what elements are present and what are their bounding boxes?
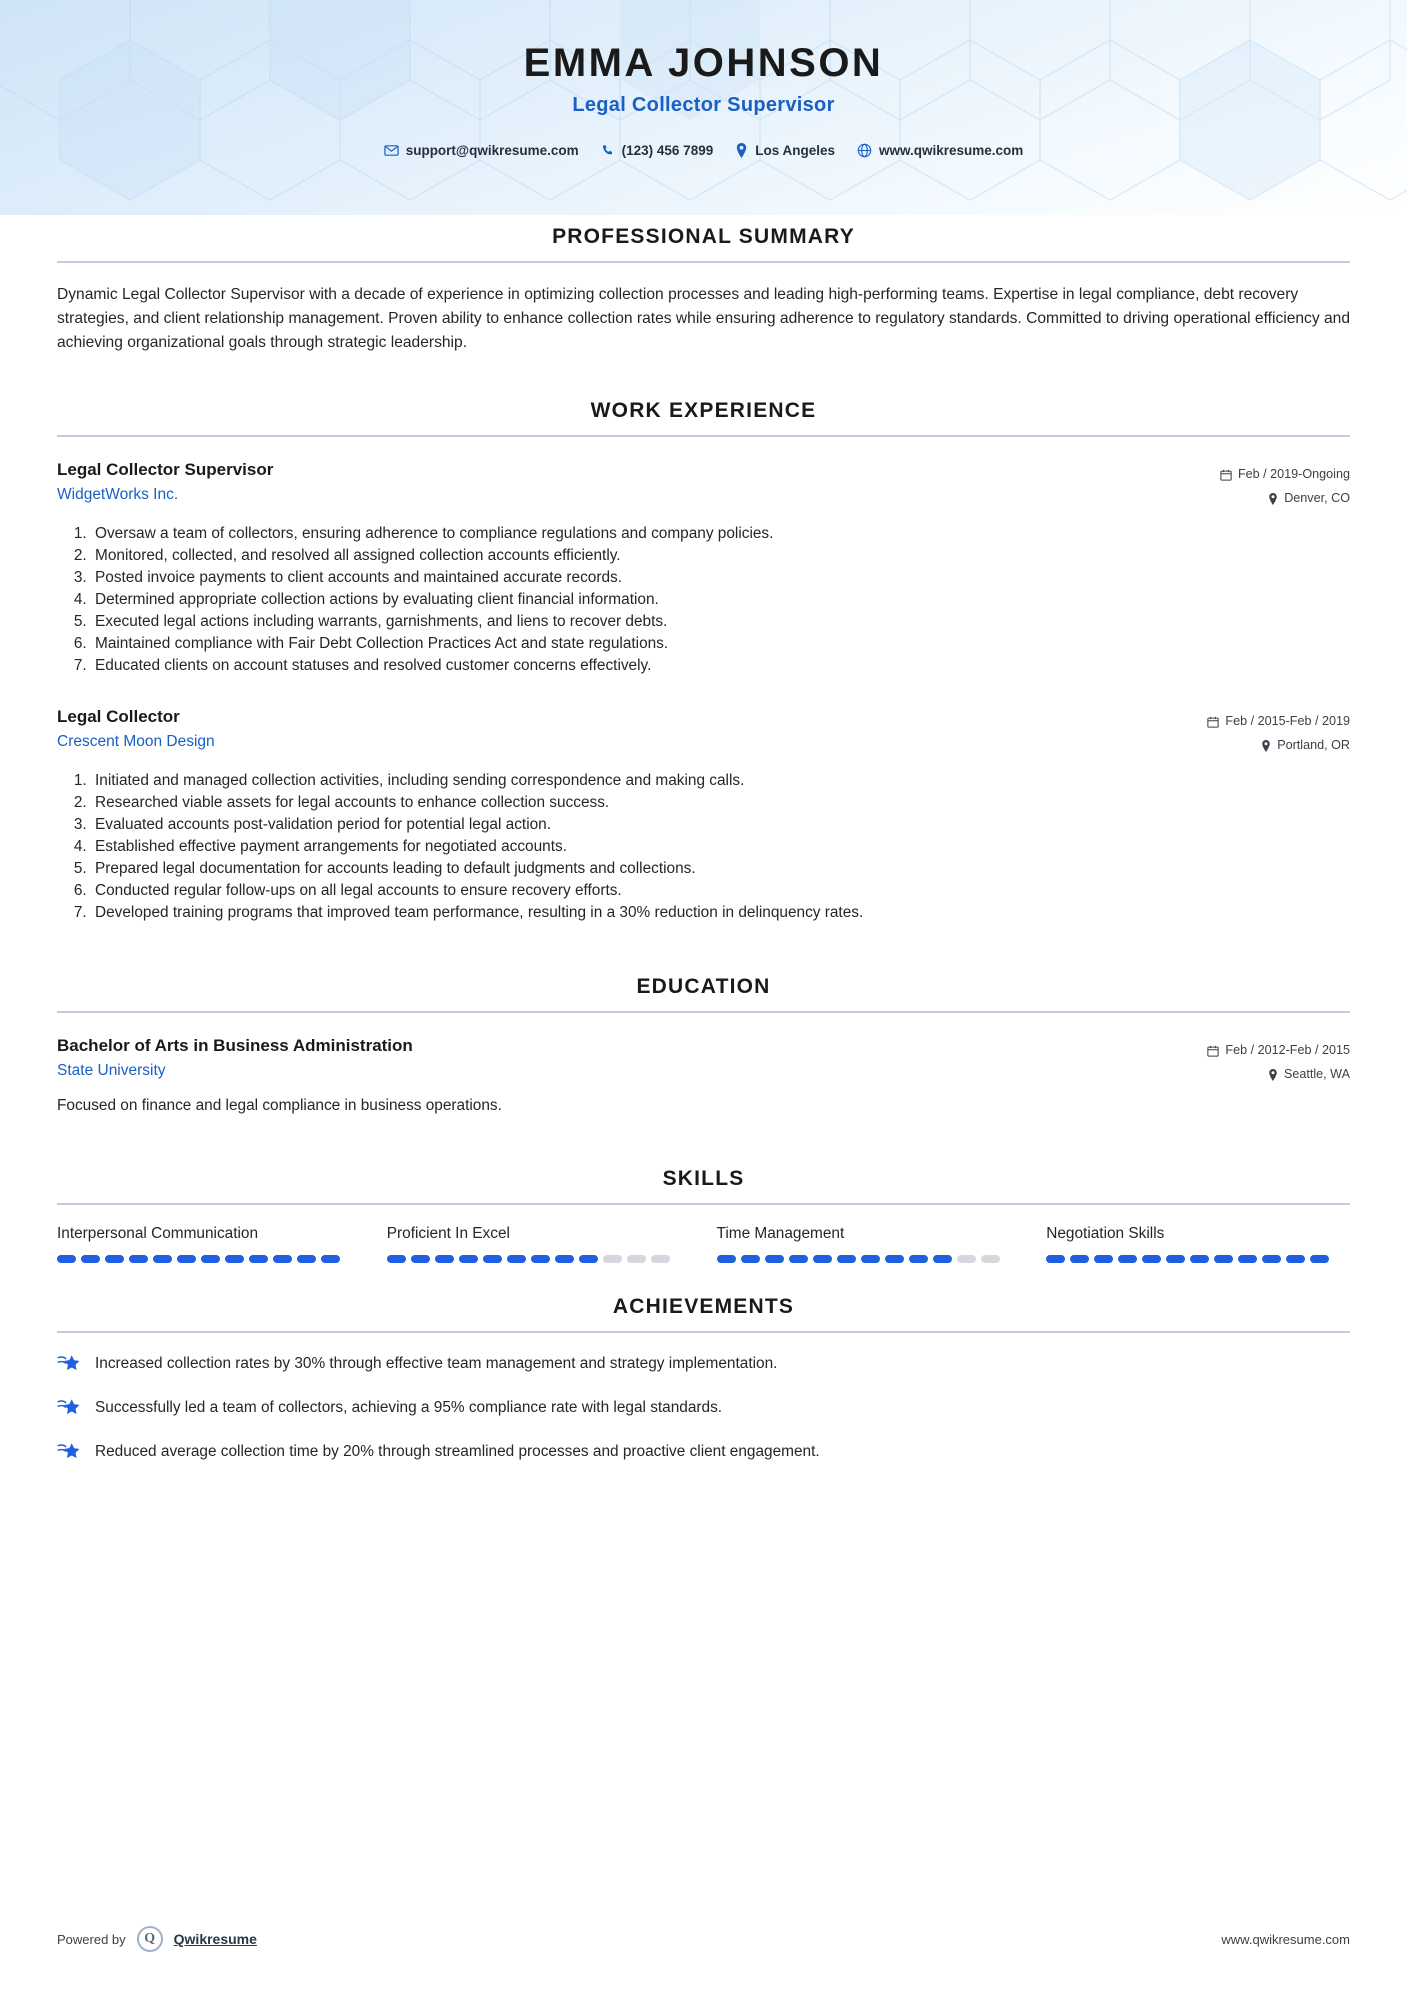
skill-dot [225,1255,244,1263]
list-item: 3. Evaluated accounts post-validation period for potential legal action. [91,814,1350,836]
work-location-text: Portland, OR [1277,738,1350,753]
contact-row [0,143,1407,158]
skill-dot [627,1255,646,1263]
work-company[interactable]: Crescent Moon Design [57,732,215,750]
skill-dot [201,1255,220,1263]
skill-rating [717,1255,1021,1263]
skill-label: Negotiation Skills [1046,1225,1165,1243]
skill-dot [297,1255,316,1263]
resume-header [0,0,1407,215]
skill-dot [909,1255,928,1263]
skill-item [57,1225,387,1263]
skill-dot [483,1255,502,1263]
education-school[interactable]: State University [57,1061,166,1079]
work-entry [57,704,1350,923]
location-pin-icon [1261,740,1271,752]
work-dates-text: Feb / 2015-Feb / 2019 [1225,714,1350,729]
skill-dot [981,1255,1000,1263]
achievement-text: Successfully led a team of collectors, achieving a 95% compliance rate with legal standards. [95,1399,723,1417]
powered-by-label: Powered by [57,1931,126,1947]
work-location [1220,487,1350,511]
education-location-text: Seattle, WA [1283,1067,1350,1082]
section-title-summary: PROFESSIONAL SUMMARY [552,225,855,248]
summary-text: Dynamic Legal Collector Supervisor with a decade of experience in optimizing collection processes and leading high-performing teams. Expertise in legal compliance, debt recovery strategies, and client relationship management. Proven ability to enhance collection rates while ensuring adherence to regulatory standards. Committed to driving operational efficiency and achieving organizational goals through strategic leadership. [57,286,1351,352]
skill-dot [1142,1255,1161,1263]
skill-dot [1214,1255,1233,1263]
list-item: 7. Educated clients on account statuses and resolved customer concerns effectively. [91,655,1350,677]
skill-dot [555,1255,574,1263]
section-title-work: WORK EXPERIENCE [590,399,817,423]
envelope-icon [384,143,399,158]
skill-dot [933,1255,952,1263]
work-dates [1220,463,1350,487]
skill-dot [129,1255,148,1263]
section-achievements [57,1295,1350,1467]
page-footer [57,1926,1350,1952]
contact-email-text: support@qwikresume.com [405,143,579,158]
education-dates-text: Feb / 2012-Feb / 2015 [1225,1043,1350,1058]
skill-dot [105,1255,124,1263]
skill-dot [741,1255,760,1263]
work-location-text: Denver, CO [1284,491,1350,506]
powered-by [57,1926,257,1952]
education-entry [57,1033,1350,1115]
qwikresume-brand-link[interactable]: Qwikresume [173,1931,257,1947]
skill-item [1046,1225,1350,1263]
education-dates [1207,1039,1350,1063]
list-item: 1. Oversaw a team of collectors, ensuring adherence to compliance regulations and company policies. [91,523,1350,545]
section-skills [57,1167,1350,1263]
skills-grid [57,1225,1350,1263]
skill-item [387,1225,717,1263]
work-bullets [57,770,1350,923]
footer-url[interactable]: www.qwikresume.com [1221,1931,1350,1947]
list-item: 6. Conducted regular follow-ups on all legal accounts to ensure recovery efforts. [91,880,1350,902]
contact-location [735,143,835,158]
skill-label: Proficient In Excel [386,1225,510,1243]
skill-label: Interpersonal Communication [57,1225,259,1243]
skill-dot [789,1255,808,1263]
contact-phone-text: (123) 456 7899 [621,143,714,158]
skill-dot [411,1255,430,1263]
skill-dot [1310,1255,1329,1263]
education-degree: Bachelor of Arts in Business Administration [57,1036,413,1056]
skill-item [717,1225,1047,1263]
skill-dot [153,1255,172,1263]
section-title-education: EDUCATION [636,975,771,999]
work-dates-text: Feb / 2019-Ongoing [1237,467,1350,482]
contact-website[interactable] [857,143,1023,158]
skill-dot [813,1255,832,1263]
skill-dot [1238,1255,1257,1263]
work-entry [57,457,1350,676]
calendar-icon [1207,716,1219,728]
section-work-experience [57,399,1350,923]
contact-location-text: Los Angeles [755,143,835,158]
work-bullets [57,523,1350,676]
calendar-icon [1207,1045,1219,1057]
work-role: Legal Collector Supervisor [57,460,274,480]
skill-dot [57,1255,76,1263]
work-dates [1207,710,1350,734]
skill-dot [321,1255,340,1263]
star-badge-icon [57,1398,81,1423]
list-item: 7. Developed training programs that improved team performance, resulting in a 30% reduction in delinquency rates. [91,902,1350,924]
skill-dot [177,1255,196,1263]
list-item: 3. Posted invoice payments to client accounts and maintained accurate records. [91,567,1350,589]
section-education [57,975,1350,1115]
location-pin-icon [1268,493,1278,505]
skill-dot [435,1255,454,1263]
skill-label: Time Management [716,1225,845,1243]
section-professional-summary [57,225,1350,355]
skill-dot [579,1255,598,1263]
page-title: EMMA JOHNSON [523,41,884,85]
skill-dot [717,1255,736,1263]
skill-dot [1166,1255,1185,1263]
contact-email[interactable] [384,143,579,158]
skill-dot [459,1255,478,1263]
skill-dot [1118,1255,1137,1263]
skill-dot [387,1255,406,1263]
phone-icon [601,144,615,158]
star-badge-icon [57,1354,81,1379]
skill-dot [273,1255,292,1263]
achievement-text: Reduced average collection time by 20% through streamlined processes and proactive client engagement. [95,1443,820,1461]
list-item: 4. Determined appropriate collection actions by evaluating client financial information. [91,589,1350,611]
qwikresume-logo-icon: Q [137,1926,163,1952]
education-location [1207,1063,1350,1087]
skill-rating [57,1255,361,1263]
skill-dot [651,1255,670,1263]
contact-phone[interactable] [601,143,714,158]
skill-dot [1262,1255,1281,1263]
location-pin-icon [1268,1069,1278,1081]
header-job-title: Legal Collector Supervisor [572,94,835,116]
work-role: Legal Collector [57,707,180,727]
list-item: 1. Initiated and managed collection activities, including sending correspondence and making calls. [91,770,1350,792]
list-item: 2. Monitored, collected, and resolved all assigned collection accounts efficiently. [91,545,1350,567]
work-company[interactable]: WidgetWorks Inc. [57,485,179,503]
section-title-skills: SKILLS [662,1167,745,1191]
calendar-icon [1220,469,1232,481]
skill-dot [1286,1255,1305,1263]
list-item: 6. Maintained compliance with Fair Debt Collection Practices Act and state regulations. [91,633,1350,655]
skill-dot [507,1255,526,1263]
skill-dot [249,1255,268,1263]
skill-dot [1046,1255,1065,1263]
star-badge-icon [57,1442,81,1467]
skill-rating [387,1255,691,1263]
skill-dot [603,1255,622,1263]
achievement-item [57,1397,1350,1423]
skill-dot [885,1255,904,1263]
skill-dot [1190,1255,1209,1263]
skill-dot [1094,1255,1113,1263]
achievement-item [57,1353,1350,1379]
skill-dot [957,1255,976,1263]
list-item: 5. Prepared legal documentation for accounts leading to default judgments and collections. [91,858,1350,880]
achievement-item [57,1441,1350,1467]
section-title-achievements: ACHIEVEMENTS [612,1295,795,1319]
list-item: 5. Executed legal actions including warrants, garnishments, and liens to recover debts. [91,611,1350,633]
skill-dot [861,1255,880,1263]
list-item: 4. Established effective payment arrangements for negotiated accounts. [91,836,1350,858]
location-pin-icon [735,143,748,158]
contact-website-text: www.qwikresume.com [879,143,1024,158]
globe-icon [857,143,872,158]
work-location [1207,734,1350,758]
skill-dot [1070,1255,1089,1263]
achievement-text: Increased collection rates by 30% through effective team management and strategy implementation. [95,1355,778,1373]
list-item: 2. Researched viable assets for legal accounts to enhance collection success. [91,792,1350,814]
skill-dot [81,1255,100,1263]
skill-rating [1046,1255,1350,1263]
skill-dot [837,1255,856,1263]
education-description: Focused on finance and legal compliance in business operations. [57,1097,502,1115]
skill-dot [765,1255,784,1263]
skill-dot [531,1255,550,1263]
